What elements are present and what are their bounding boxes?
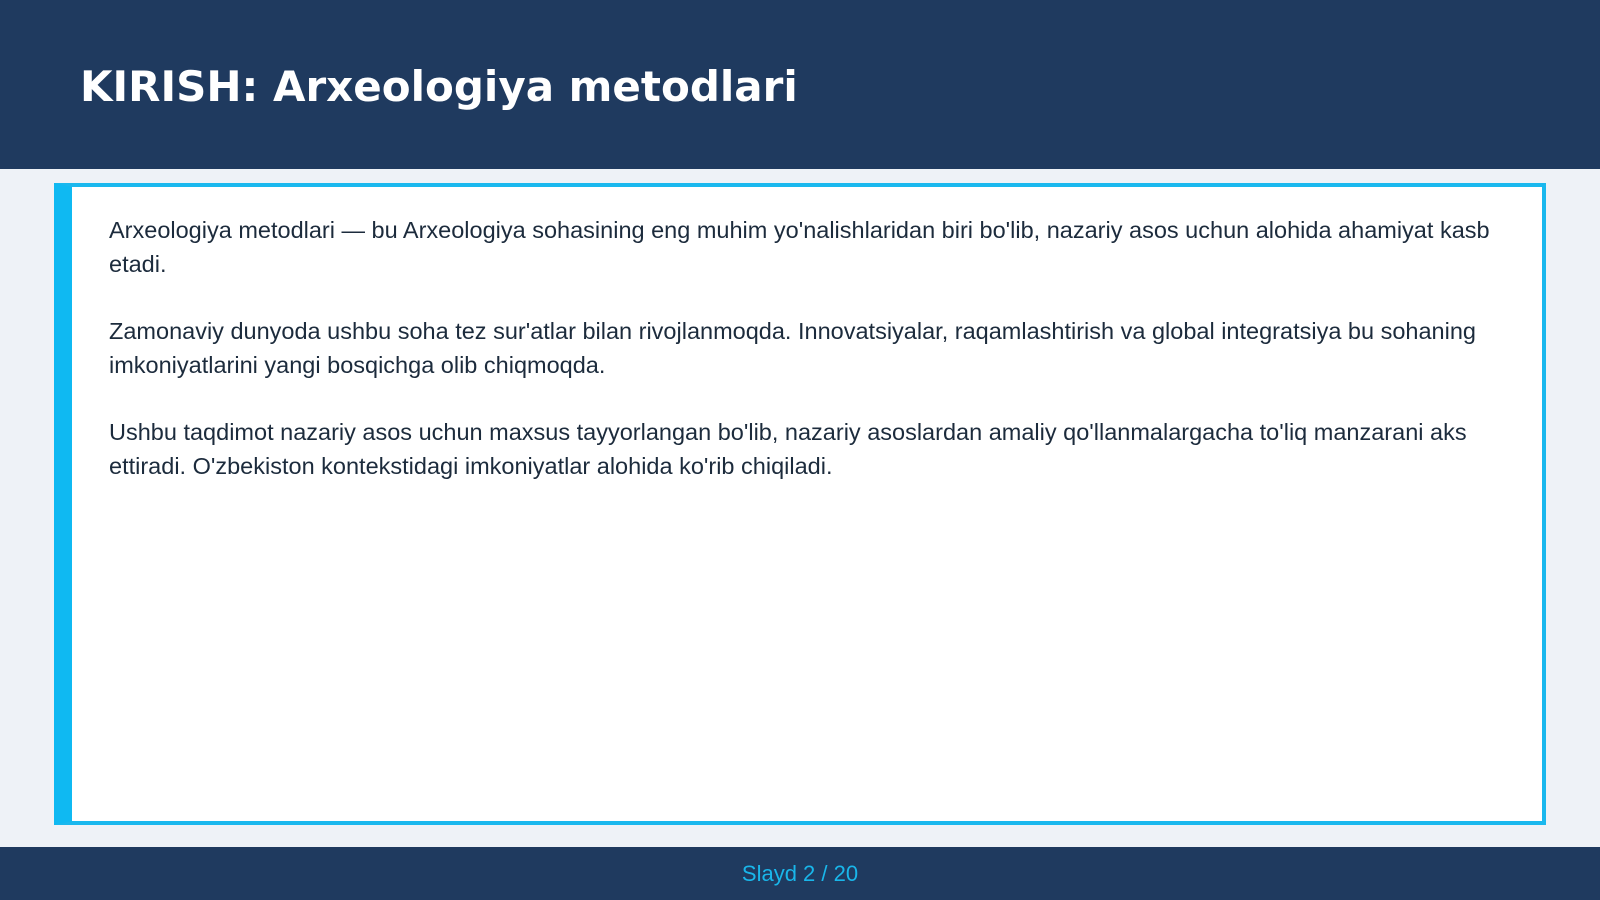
slide-header [0, 0, 1600, 169]
content-card [54, 183, 1546, 825]
paragraph-1: Arxeologiya metodlari — bu Arxeologiya sohasining eng muhim yo'nalishlaridan biri bo'lib, nazariy asos uchun alohida ahamiyat kasb etadi. [109, 217, 1490, 277]
slide-title: KIRISH: Arxeologiya metodlari [80, 62, 798, 111]
slide-counter: Slayd 2 / 20 [741, 861, 859, 886]
paragraph-2: Zamonaviy dunyoda ushbu soha tez sur'atlar bilan rivojlanmoqda. Innovatsiyalar, raqamlashtirish va global integratsiya bu sohaning imkoniyatlarini yangi bosqichga olib chiqmoqda. [109, 318, 1476, 378]
paragraph-3: Ushbu taqdimot nazariy asos uchun maxsus tayyorlangan bo'lib, nazariy asoslardan amaliy qo'llanmalargacha to'liq manzarani aks ettiradi. O'zbekiston kontekstidagi imkoniyatlar alohida ko'rib chiqiladi. [109, 419, 1467, 479]
slide-footer [0, 847, 1600, 900]
content-body [109, 213, 1509, 516]
